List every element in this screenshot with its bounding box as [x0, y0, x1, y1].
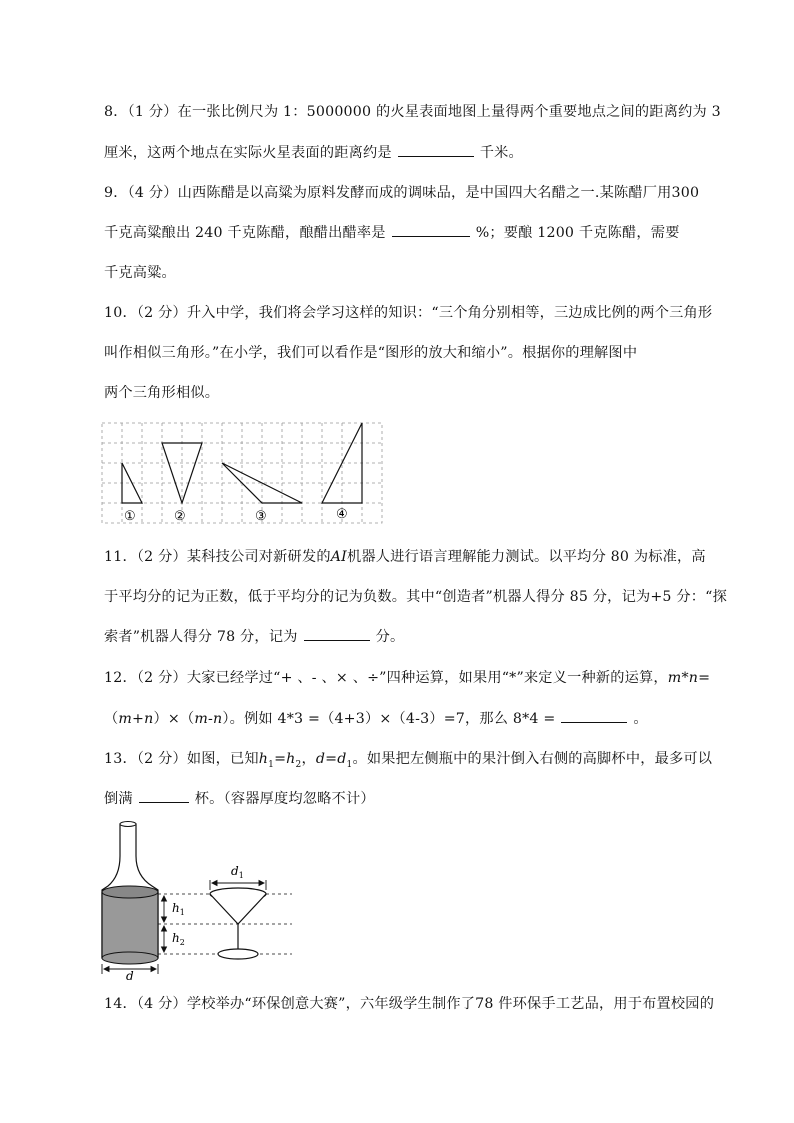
q10-line1: 10．（2 分）升入中学，我们将会学习这样的知识：“三个角分别相等，三边成比例的两个三角形: [104, 305, 713, 321]
q12-plus: +: [132, 711, 145, 727]
q13-h2-sub: 2: [295, 759, 302, 770]
q13-eq1: =: [274, 751, 287, 767]
q12-line2: [104, 708, 648, 728]
q13-line2: [104, 788, 375, 808]
q8-line2-unit: 千米。: [479, 145, 523, 161]
q13-comma: ，: [301, 751, 316, 767]
q11-line2: 于平均分的记为正数，低于平均分的记为负数。其中“创造者”机器人得分 85 分，记为+5 分：“探: [104, 589, 727, 605]
q12-times: ）×（: [153, 711, 195, 727]
q12-var-m1: m: [118, 711, 133, 727]
q8-line1: 8．（1 分）在一张比例尺为 1：5000000 的火星表面地图上量得两个重要地点之间的距离约为 3: [104, 104, 721, 120]
q9-line1: 9．（4 分）山西陈醋是以高粱为原料发酵而成的调味品，是中国四大名醋之一.某陈醋厂用300: [104, 185, 700, 201]
q12-minus: -: [208, 711, 214, 727]
q13-d1-sub: 1: [346, 759, 353, 770]
triangle-label-1: ①: [124, 509, 136, 524]
label-d1: $d_1$: [231, 864, 244, 880]
q13-line1-post: 。如果把左侧瓶中的果汁倒入右侧的高脚杯中，最多可以: [352, 751, 713, 767]
q9-answer-blank-1[interactable]: [392, 222, 470, 237]
bottle: [102, 822, 158, 965]
q13-line2-text: 倒满: [104, 791, 133, 807]
q11-line3-text: 索者”机器人得分 78 分，记为: [104, 629, 298, 645]
triangle-label-2: ②: [174, 509, 186, 524]
q10-line3: 两个三角形相似。: [104, 385, 220, 401]
q13-h1-var: h: [258, 751, 269, 767]
q13-d1-var: d: [337, 751, 347, 767]
q12-answer-blank[interactable]: [561, 708, 627, 723]
q12-line1-text: 12．（2 分）大家已经学过“+ 、- 、× 、÷”四种运算，如果用“*”来定义一种新的运算，: [104, 670, 668, 686]
q12-eq: =: [698, 670, 711, 686]
q12-period: 。: [633, 711, 648, 727]
label-h1: $h_1$: [172, 901, 185, 917]
q13-line1: [104, 748, 712, 770]
q8-line2: [104, 142, 523, 162]
q11-line1: [104, 546, 706, 566]
triangle-grid-figure: [100, 421, 384, 525]
q12-paren-open: （: [104, 711, 119, 727]
q12-var-m2: m: [194, 711, 209, 727]
q13-eq2: =: [325, 751, 338, 767]
q12-line1: [104, 667, 710, 687]
q11-line1-post: 机器人进行语言理解能力测试。以平均分 80 为标准，高: [346, 549, 706, 565]
q9-line3: 千克高粱。: [104, 265, 176, 281]
q13-line1-text: 13．（2 分）如图，已知: [104, 751, 259, 767]
q8-line2-text: 厘米，这两个地点在实际火星表面的距离约是: [104, 145, 392, 161]
q12-example-text: ）。例如 4*3 =（4+3）×（4-3）=7，那么 8*4 =: [222, 711, 556, 727]
q13-d-var: d: [315, 751, 326, 767]
q9-line2-text: 千克高粱酿出 240 千克陈醋，酿醋出醋率是: [104, 225, 386, 241]
q12-var-n1: n: [144, 711, 154, 727]
q13-h1-sub: 1: [268, 759, 275, 770]
q11-line3: [104, 626, 404, 646]
q10-line2: 叫作相似三角形。”在小学，我们可以看作是“图形的放大和缩小”。根据你的理解图中: [104, 345, 638, 361]
bottle-goblet-figure: [96, 818, 296, 980]
q11-line3-unit: 分。: [375, 629, 405, 645]
q13-line2-post: 杯。（容器厚度均忽略不计）: [194, 791, 375, 807]
q9-line2: [104, 222, 680, 242]
q12-var-n: n: [688, 670, 699, 686]
q12-var-m: m: [667, 670, 682, 686]
triangle-label-3: ③: [255, 509, 267, 524]
q8-answer-blank[interactable]: [398, 142, 474, 157]
goblet: [210, 888, 266, 959]
q11-ai-text: AI: [330, 549, 347, 565]
q14-line1: 14．（4 分）学校举办“环保创意大赛”，六年级学生制作了78 件环保手工艺品，用于布置校园的: [104, 996, 715, 1012]
q13-h2-var: h: [286, 751, 296, 767]
q11-answer-blank[interactable]: [304, 626, 370, 641]
q13-answer-blank[interactable]: [139, 788, 189, 803]
label-h2: $h_2$: [172, 931, 185, 947]
q9-line2-post: %；要酿 1200 千克陈醋，需要: [475, 225, 680, 241]
label-d: d: [126, 969, 134, 980]
q12-var-n2: n: [213, 711, 223, 727]
juice-fill: [102, 892, 158, 958]
q12-star: *: [681, 670, 689, 686]
triangle-label-4: ④: [336, 507, 348, 522]
q11-line1-text: 11．（2 分）某科技公司对新研发的: [104, 549, 331, 565]
